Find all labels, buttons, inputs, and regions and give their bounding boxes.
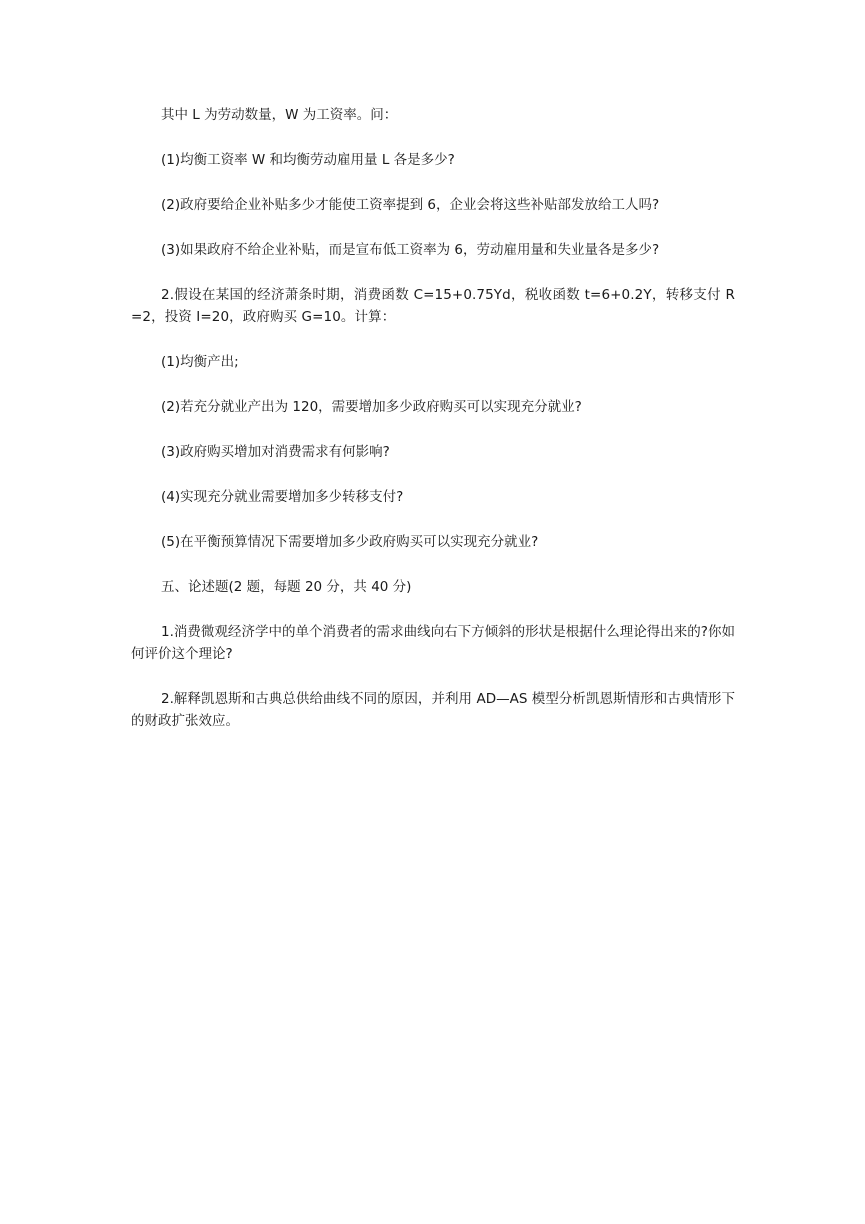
question-2-part-4: (4)实现充分就业需要增加多少转移支付? bbox=[161, 489, 404, 505]
section-heading-essay: 五、论述题(2 题，每题 20 分，共 40 分) bbox=[161, 579, 412, 595]
question-2-part-1: (1)均衡产出; bbox=[161, 354, 239, 370]
question-1-part-3: (3)如果政府不给企业补贴，而是宣布低工资率为 6，劳动雇用量和失业量各是多少? bbox=[161, 242, 660, 258]
essay-question-1: 1.消费微观经济学中的单个消费者的需求曲线向右下方倾斜的形状是根据什么理论得出来的?你如何评价这个理论? bbox=[131, 624, 735, 662]
question-2-part-3: (3)政府购买增加对消费需求有何影响? bbox=[161, 444, 390, 460]
essay-question-2: 2.解释凯恩斯和古典总供给曲线不同的原因，并利用 AD—AS 模型分析凯恩斯情形和古典情形下的财政扩张效应。 bbox=[131, 691, 735, 729]
question-1-part-1: (1)均衡工资率 W 和均衡劳动雇用量 L 各是多少? bbox=[161, 152, 455, 168]
question-2-part-2: (2)若充分就业产出为 120，需要增加多少政府购买可以实现充分就业? bbox=[161, 399, 582, 415]
question-1-part-2: (2)政府要给企业补贴多少才能使工资率提到 6，企业会将这些补贴部发放给工人吗? bbox=[161, 197, 660, 213]
question-2-part-5: (5)在平衡预算情况下需要增加多少政府购买可以实现充分就业? bbox=[161, 534, 539, 550]
document-body bbox=[131, 104, 735, 755]
question-2-stem: 2.假设在某国的经济萧条时期，消费函数 C=15+0.75Yd，税收函数 t=6+0.2Y，转移支付 R=2，投资 I=20，政府购买 G=10。计算： bbox=[131, 287, 735, 325]
paragraph-intro-note: 其中 L 为劳动数量，W 为工资率。问： bbox=[161, 107, 398, 123]
